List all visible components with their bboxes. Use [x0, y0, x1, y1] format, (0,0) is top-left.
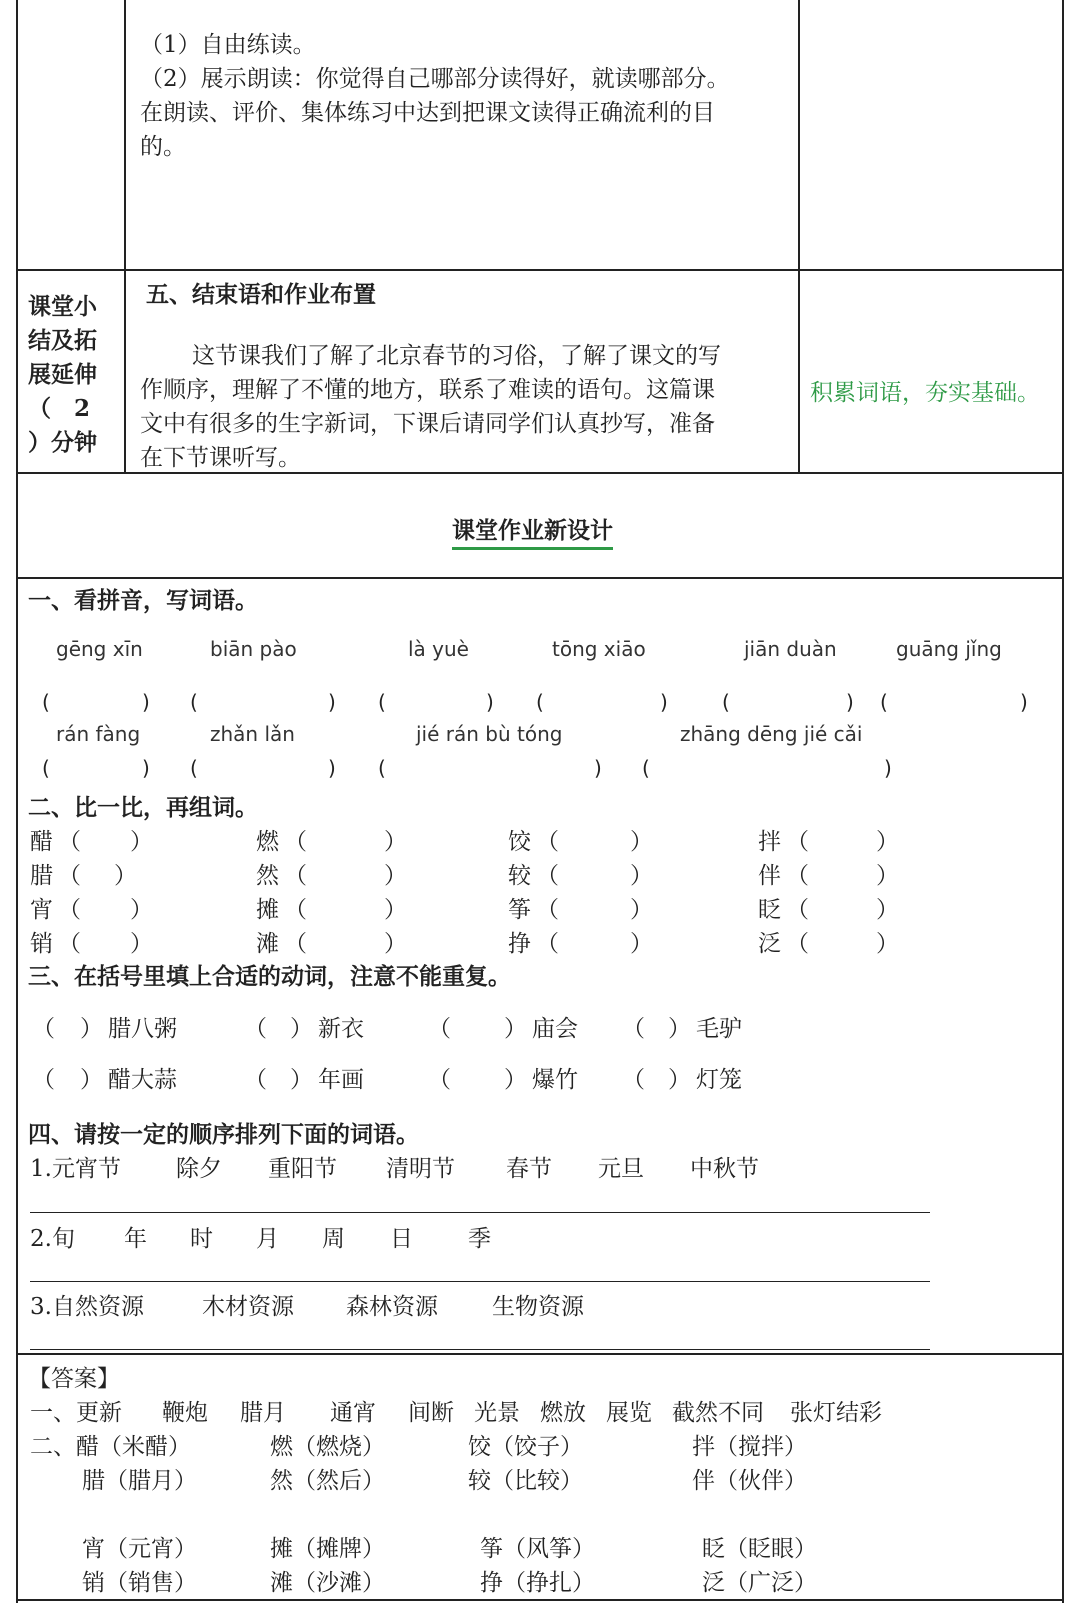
blank-close: ）: [876, 931, 899, 957]
summary-para-4: 在下节课听写。: [140, 445, 301, 471]
row-divider-1: [16, 269, 1064, 271]
answer-word: 一、更新: [30, 1400, 122, 1426]
blank-open: （: [536, 863, 559, 889]
answer-pair: 泛（广泛）: [702, 1570, 817, 1596]
blank-close: ): [660, 690, 668, 714]
q3-word: 腊八粥: [108, 1016, 177, 1042]
q4-word: 木材资源: [202, 1294, 294, 1320]
answer-word: 张灯结彩: [790, 1400, 882, 1426]
blank-open: （: [284, 897, 307, 923]
blank-open: （: [244, 1067, 267, 1093]
answer-pair: 饺（饺子）: [468, 1434, 583, 1460]
blank-open: (: [378, 756, 386, 780]
blank-open: （: [786, 931, 809, 957]
blank-close: ）: [504, 1067, 527, 1093]
pinyin-3: là yuè: [408, 637, 469, 661]
q4-word: 时: [190, 1226, 213, 1252]
blank-open: （: [58, 829, 81, 855]
answer-word: 鞭炮: [162, 1400, 208, 1426]
q3-word: 毛驴: [696, 1016, 742, 1042]
q4-word: 日: [390, 1226, 413, 1252]
blank-close: ）: [384, 897, 407, 923]
q2-char: 较: [508, 863, 531, 889]
q2-title: 二、比一比，再组词。: [28, 794, 258, 821]
blank-open: （: [786, 897, 809, 923]
summary-para-3: 文中有很多的生字新词，下课后请同学们认真抄写，准备: [140, 411, 715, 437]
summary-heading: 五、结束语和作业布置: [146, 281, 376, 308]
answer-pair: 伴（伙伴）: [692, 1468, 807, 1494]
blank-close: ): [846, 690, 854, 714]
pinyin-5: jiān duàn: [744, 637, 837, 661]
blank-close: ）: [384, 931, 407, 957]
answer-line: [30, 1281, 930, 1282]
blank-open: （: [284, 829, 307, 855]
blank-close: ): [594, 756, 602, 780]
q4-word: 生物资源: [492, 1294, 584, 1320]
answer-word: 截然不同: [672, 1400, 764, 1426]
blank-close: ): [142, 690, 150, 714]
q3-word: 灯笼: [696, 1067, 742, 1093]
blank-close: ）: [504, 1016, 527, 1042]
q2-char: 摊: [256, 897, 279, 923]
blank-open: (: [722, 690, 730, 714]
blank-open: （: [58, 863, 81, 889]
blank-open: (: [42, 756, 50, 780]
blank-close: ): [1020, 690, 1028, 714]
blank-open: (: [190, 756, 198, 780]
q4-word: 月: [256, 1226, 279, 1252]
top-row-line-2: （2）展示朗读：你觉得自己哪部分读得好，就读哪部分。: [140, 66, 730, 92]
blank-open: （: [244, 1016, 267, 1042]
blank-close: ）: [80, 1016, 103, 1042]
q2-char: 滩: [256, 931, 279, 957]
answer-pair: 拌（搅拌）: [692, 1434, 807, 1460]
blank-open: （: [58, 931, 81, 957]
q4-word: 2.旬: [30, 1226, 75, 1252]
q4-word: 周: [322, 1226, 345, 1252]
blank-close: ）: [876, 829, 899, 855]
summary-label-1: 课堂小: [28, 293, 97, 320]
blank-close: ）: [80, 1067, 103, 1093]
blank-open: （: [786, 863, 809, 889]
answer-pair: 腊（腊月）: [82, 1468, 197, 1494]
blank-open: （: [284, 863, 307, 889]
q2-char: 挣: [508, 931, 531, 957]
answer-line: [30, 1212, 930, 1213]
blank-close: ）: [876, 863, 899, 889]
blank-close: ）: [130, 829, 153, 855]
col-divider-2: [798, 0, 800, 472]
blank-close: ）: [668, 1067, 691, 1093]
q2-char: 饺: [508, 829, 531, 855]
q2-char: 燃: [256, 829, 279, 855]
answer-pair: 较（比较）: [468, 1468, 583, 1494]
pinyin-1: gēng xīn: [56, 637, 143, 661]
blank-open: （: [428, 1067, 451, 1093]
answer-word: 展览: [606, 1400, 652, 1426]
q4-word: 季: [468, 1226, 491, 1252]
blank-open: (: [378, 690, 386, 714]
top-row-line-1: （1）自由练读。: [140, 32, 316, 58]
pinyin-8: zhǎn lǎn: [210, 722, 295, 746]
q2-char: 宵: [30, 897, 53, 923]
q4-word: 春节: [506, 1156, 552, 1182]
blank-close: ）: [630, 931, 653, 957]
q1-title: 一、看拼音，写词语。: [28, 587, 258, 614]
answer-word: 腊月: [240, 1400, 286, 1426]
pinyin-6: guāng jǐng: [896, 637, 1002, 661]
summary-label-5: ）分钟: [28, 429, 97, 456]
pinyin-2: biān pào: [210, 637, 297, 661]
q4-word: 1.元宵节: [30, 1156, 121, 1182]
q2-char: 醋: [30, 829, 53, 855]
q2-char: 眨: [758, 897, 781, 923]
blank-close: ）: [290, 1016, 313, 1042]
q2-char: 销: [30, 931, 53, 957]
answer-pair: 燃（燃烧）: [270, 1434, 385, 1460]
pinyin-4: tōng xiāo: [552, 637, 646, 661]
top-row-line-3: 在朗读、评价、集体练习中达到把课文读得正确流利的目: [140, 100, 715, 126]
blank-open: (: [42, 690, 50, 714]
answer-pair: 滩（沙滩）: [270, 1570, 385, 1596]
q3-word: 新衣: [318, 1016, 364, 1042]
blank-open: (: [642, 756, 650, 780]
answer-word: 燃放: [540, 1400, 586, 1426]
blank-close: ）: [668, 1016, 691, 1042]
table-border-right: [1062, 0, 1064, 1603]
answer-word: 通宵: [330, 1400, 376, 1426]
blank-close: ）: [630, 897, 653, 923]
q4-word: 清明节: [386, 1156, 455, 1182]
blank-close: ）: [384, 829, 407, 855]
blank-open: （: [428, 1016, 451, 1042]
q3-title: 三、在括号里填上合适的动词，注意不能重复。: [28, 963, 511, 990]
blank-close: ）: [384, 863, 407, 889]
q3-word: 庙会: [532, 1016, 578, 1042]
homework-title: 课堂作业新设计: [452, 512, 613, 550]
answer-pair: 摊（摊牌）: [270, 1536, 385, 1562]
q2-char: 筝: [508, 897, 531, 923]
pinyin-9: jié rán bù tóng: [416, 722, 563, 746]
blank-open: （: [536, 897, 559, 923]
blank-open: (: [190, 690, 198, 714]
blank-close: ）: [130, 931, 153, 957]
blank-close: ): [884, 756, 892, 780]
blank-close: ）: [630, 863, 653, 889]
blank-close: ）: [876, 897, 899, 923]
q4-word: 重阳节: [268, 1156, 337, 1182]
summary-note: 积累词语，夯实基础。: [810, 380, 1040, 406]
summary-label-2: 结及拓: [28, 327, 97, 354]
pinyin-7: rán fàng: [56, 722, 141, 746]
q2-char: 泛: [758, 931, 781, 957]
answer-word: 光景: [474, 1400, 520, 1426]
q4-word: 除夕: [176, 1156, 222, 1182]
q4-word: 元旦: [598, 1156, 644, 1182]
blank-close: ): [328, 690, 336, 714]
q4-word: 森林资源: [346, 1294, 438, 1320]
q2-char: 伴: [758, 863, 781, 889]
blank-open: (: [536, 690, 544, 714]
q4-word: 中秋节: [690, 1156, 759, 1182]
answer-pair: 挣（挣扎）: [480, 1570, 595, 1596]
top-row-line-4: 的。: [140, 134, 186, 160]
table-border-bottom: [16, 1599, 1064, 1601]
q3-word: 爆竹: [532, 1067, 578, 1093]
blank-close: ）: [130, 897, 153, 923]
blank-open: （: [32, 1067, 55, 1093]
blank-open: (: [880, 690, 888, 714]
answer-pair: 然（然后）: [270, 1468, 385, 1494]
blank-close: ): [486, 690, 494, 714]
row-divider-2: [16, 472, 1064, 474]
table-border-left: [16, 0, 18, 1603]
blank-open: （: [786, 829, 809, 855]
q2-char: 然: [256, 863, 279, 889]
blank-open: （: [58, 897, 81, 923]
q3-word: 年画: [318, 1067, 364, 1093]
q4-title: 四、请按一定的顺序排列下面的词语。: [28, 1121, 419, 1148]
blank-close: ）: [290, 1067, 313, 1093]
blank-open: （: [32, 1016, 55, 1042]
col-divider-1: [124, 0, 126, 472]
q3-word: 醋大蒜: [108, 1067, 177, 1093]
summary-para-1: 这节课我们了解了北京春节的习俗，了解了课文的写: [192, 343, 721, 369]
answer-pair: 眨（眨眼）: [702, 1536, 817, 1562]
blank-open: （: [622, 1016, 645, 1042]
answers-title: 【答案】: [28, 1366, 120, 1392]
blank-close: ）: [630, 829, 653, 855]
blank-open: （: [536, 829, 559, 855]
blank-open: （: [622, 1067, 645, 1093]
summary-label-4: （ 2: [28, 395, 91, 422]
blank-close: ): [328, 756, 336, 780]
answer-pair: 二、醋（米醋）: [30, 1434, 191, 1460]
row-divider-4: [16, 1353, 1064, 1355]
answer-pair: 筝（风筝）: [480, 1536, 595, 1562]
row-divider-3: [16, 577, 1064, 579]
blank-close: ): [142, 756, 150, 780]
answer-line: [30, 1349, 930, 1350]
summary-para-2: 作顺序，理解了不懂的地方，联系了难读的语句。这篇课: [140, 377, 715, 403]
answer-word: 间断: [408, 1400, 454, 1426]
blank-open: （: [284, 931, 307, 957]
pinyin-10: zhāng dēng jié cǎi: [680, 722, 863, 746]
answer-pair: 销（销售）: [82, 1570, 197, 1596]
q4-word: 3.自然资源: [30, 1294, 144, 1320]
blank-open: （: [536, 931, 559, 957]
q2-char: 腊: [30, 863, 53, 889]
answer-pair: 宵（元宵）: [82, 1536, 197, 1562]
blank-close: ）: [114, 863, 137, 889]
q2-char: 拌: [758, 829, 781, 855]
summary-label-3: 展延伸: [28, 361, 97, 388]
q4-word: 年: [124, 1226, 147, 1252]
